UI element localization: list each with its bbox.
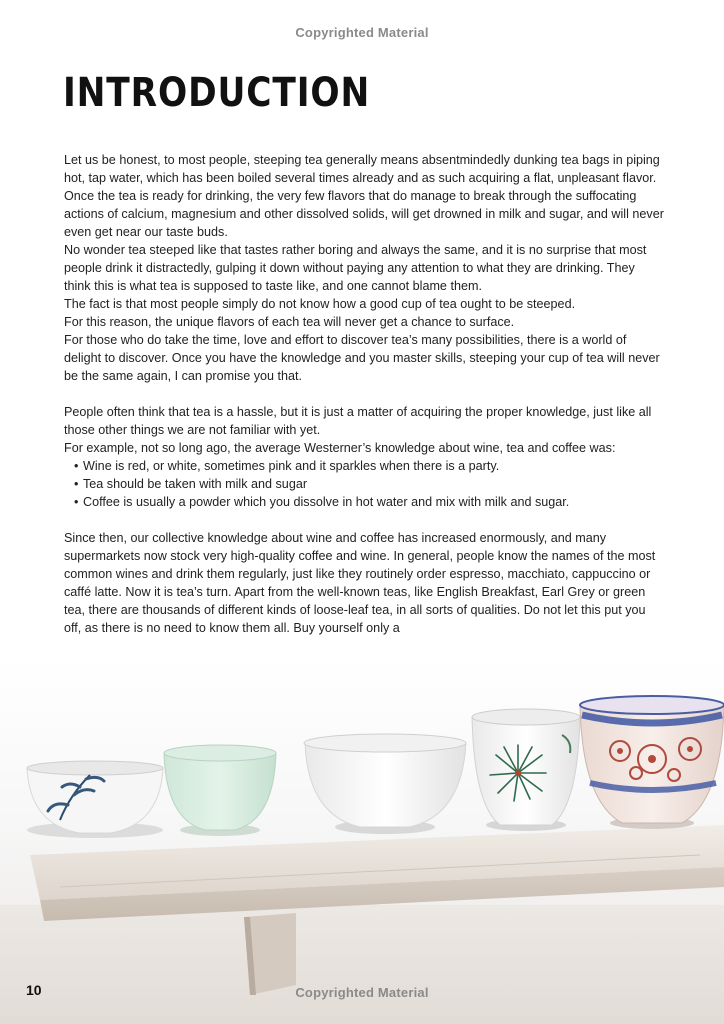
paragraph: The fact is that most people simply do not know how a good cup of tea ought to be steeped.	[64, 297, 576, 311]
page-number: 10	[26, 982, 42, 998]
paragraph: For those who do take the time, love and effort to discover tea’s many possibilities, there is a world of delight to discover. Once you have the knowledge and you master skills, steeping your cup of tea will never be the same again, I can promise you that.	[64, 333, 660, 383]
watermark-bottom: Copyrighted Material	[295, 985, 429, 1000]
page-title: INTRODUCTION	[63, 70, 371, 116]
list-item: • Coffee is usually a powder which you dissolve in hot water and mix with milk and sugar.	[74, 493, 664, 511]
watermark-top: Copyrighted Material	[295, 25, 429, 40]
bamboo-bowl-icon	[27, 761, 163, 838]
tea-bowls-photo	[0, 655, 724, 1024]
paragraph: Since then, our collective knowledge about wine and coffee has increased enormously, and many supermarkets now stock very high-quality coffee and wine. In general, people know the names of the most common wines and drink them regularly, just like they routinely order espresso, macchiato, cappuccino or caffé latte. Now it is tea’s turn. Apart from the well-known teas, like English Breakfast, Earl Grey or green tea, there are thousands of different kinds of loose-leaf tea, in all sorts of qualities. Do not let this put you off, as there is no need to know them all. Buy yourself only a	[64, 531, 656, 635]
paragraph: No wonder tea steeped like that tastes rather boring and always the same, and it is no surprise that most people drink it distractedly, gulping it down without paying any attention to what they are drinking. They think this is what tea is supposed to taste like, and one cannot blame them.	[64, 243, 647, 293]
bullet-list	[64, 457, 664, 511]
paragraph: People often think that tea is a hassle, but it is just a matter of acquiring the proper knowledge, just like all those other things we are not familiar with yet.	[64, 405, 652, 437]
table-surface	[0, 905, 724, 1024]
paragraph: For this reason, the unique flavors of each tea will never get a chance to surface.	[64, 315, 515, 329]
list-item: • Wine is red, or white, sometimes pink and it sparkles when there is a party.	[74, 457, 664, 475]
body-text	[64, 151, 664, 637]
paragraph: Let us be honest, to most people, steeping tea generally means absentmindedly dunking tea bags in piping hot, tap water, which has been boiled several times already and as such acquiring a flat, unpleasant flavor. Once the tea is ready for drinking, the very few flavors that do manage to break through the suffocating actions of calcium, magnesium and other dissolved solids, will get drowned in milk and sugar, and will never even get near our taste buds.	[64, 153, 664, 239]
list-item: • Tea should be taken with milk and sugar	[74, 475, 664, 493]
paragraph: For example, not so long ago, the average Westerner’s knowledge about wine, tea and coffee was:	[64, 441, 616, 455]
